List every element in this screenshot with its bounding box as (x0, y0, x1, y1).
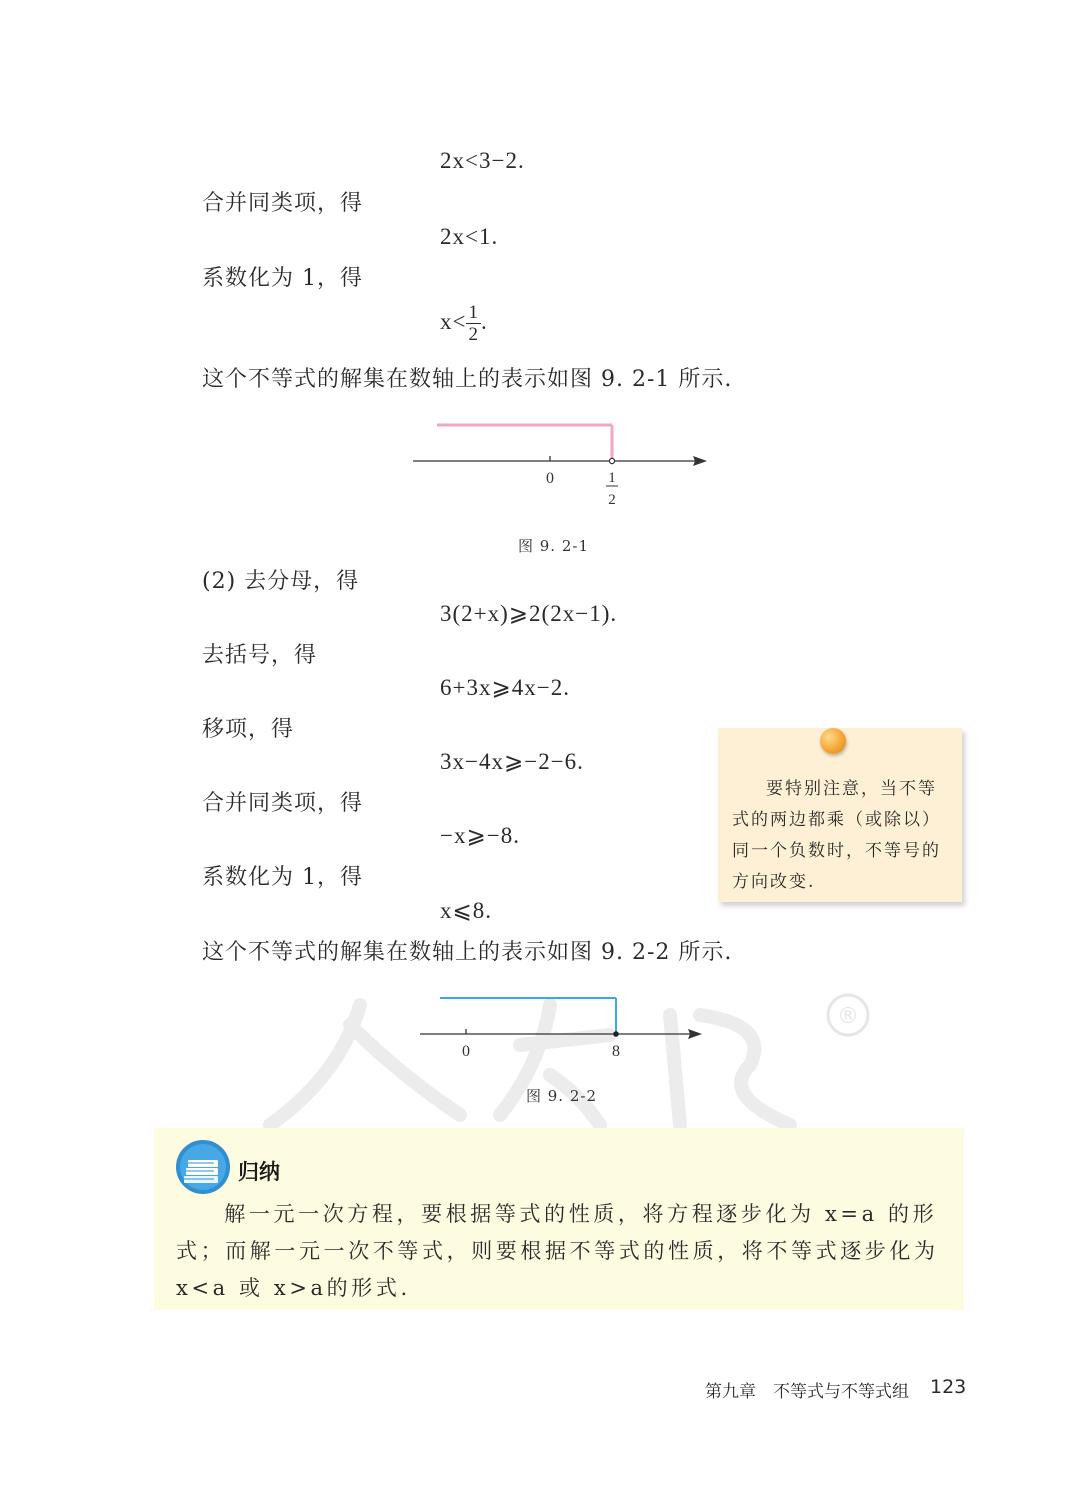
step-combine-like-terms: 合并同类项，得 (202, 191, 364, 216)
summary-body: 解一元一次方程，要根据等式的性质，将方程逐步化为 x=a 的形式；而解一元一次不等式，则要根据不等式的性质，将不等式逐步化为 x<a 或 x>a的形式. (176, 1202, 939, 1300)
pushpin-icon (820, 728, 846, 754)
page-number: 123 (930, 1376, 967, 1398)
eq-period: . (480, 308, 488, 334)
step-normalize-coefficient-2: 系数化为 1，得 (202, 865, 363, 890)
step-normalize-coefficient: 系数化为 1，得 (202, 266, 363, 291)
step-combine-like-terms-2: 合并同类项，得 (202, 791, 364, 816)
fraction-denominator: 2 (468, 324, 479, 345)
half-denominator-label: 2 (608, 492, 616, 508)
figure-caption-2: 图 9. 2-2 (526, 1087, 598, 1105)
closed-point-eight (613, 1031, 619, 1037)
eq-x-lt: x< (440, 308, 467, 334)
axis-arrow-2 (688, 1029, 702, 1039)
summary-box (154, 1128, 964, 1310)
equation-3x-minus-4x: 3x−4x⩾−2−6. (440, 749, 584, 774)
fraction-one-half (466, 302, 481, 345)
equation-3-2-plus-x: 3(2+x)⩾2(2x−1). (440, 601, 618, 626)
axis-arrow-1 (693, 456, 707, 466)
solution-set-sentence-1: 这个不等式的解集在数轴上的表示如图 9. 2-1 所示. (202, 367, 733, 392)
half-numerator-label: 1 (608, 470, 616, 486)
fraction-numerator: 1 (468, 302, 479, 323)
zero-label-2: 0 (462, 1043, 470, 1060)
equation-x-le-8: x⩽8. (440, 898, 493, 923)
solution-set-sentence-2: 这个不等式的解集在数轴上的表示如图 9. 2-2 所示. (202, 940, 733, 965)
step-remove-denominator: (2) 去分母，得 (202, 569, 360, 594)
equation-6-plus-3x: 6+3x⩾4x−2. (440, 675, 570, 700)
number-line-figure-2 (410, 990, 710, 1065)
number-line-figure-1 (405, 415, 715, 515)
watermark-mark: ® (837, 1004, 859, 1029)
step-remove-brackets: 去括号，得 (202, 643, 318, 668)
side-note-text: 要特别注意，当不等式的两边都乘（或除以）同一个负数时，不等号的方向改变. (732, 779, 941, 892)
figure-caption-1: 图 9. 2-1 (518, 537, 590, 555)
side-note-card (718, 728, 962, 902)
equation-x-lt-half (440, 302, 488, 345)
open-point-half (609, 458, 614, 463)
equation-2x-lt-1: 2x<1. (440, 224, 499, 249)
step-move-terms: 移项，得 (202, 717, 295, 742)
summary-title: 归纳 (238, 1160, 280, 1184)
equation-minus-x: −x⩾−8. (440, 823, 520, 848)
eight-label: 8 (612, 1043, 620, 1060)
zero-label-1: 0 (546, 470, 554, 487)
chapter-title: 第九章 不等式与不等式组 (705, 1382, 909, 1402)
books-icon (174, 1138, 232, 1196)
equation-2x-lt-3-minus-2: 2x<3−2. (440, 148, 525, 173)
